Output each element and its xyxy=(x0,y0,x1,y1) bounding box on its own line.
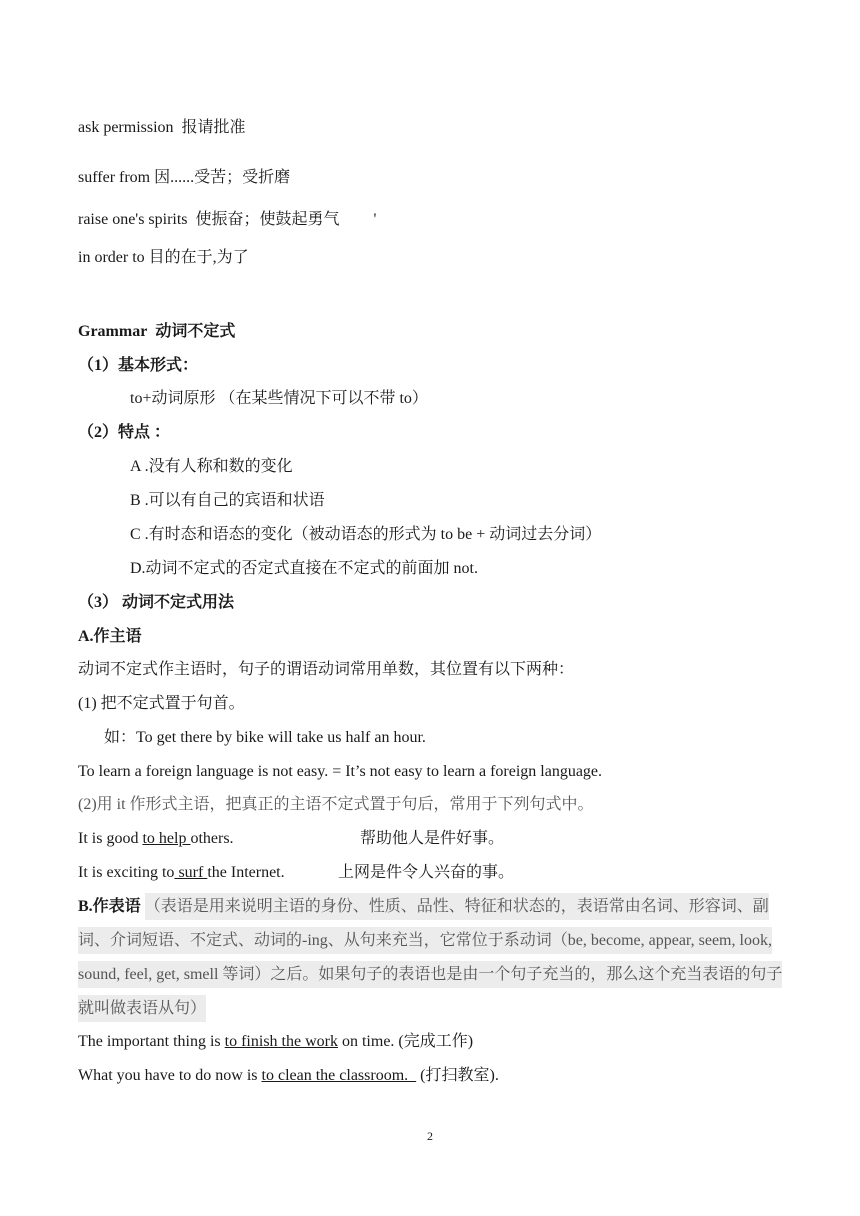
heading-zh: 动词不定式 xyxy=(155,323,236,340)
highlighted-note: （表语是用来说明主语的身份、性质、品性、特征和状态的，表语常由名词、形容词、副词、介词短语、不定式、动词的-ing、从句来充当，它常位于系动词（be, become, appear, seem, look, sound, feel, get, smell 等词）之后。如果句子的表语也是由一个句子充当的，那么这个充当表语的句子就叫做表语从句） xyxy=(78,893,782,1022)
vocab-en: raise one's spirits xyxy=(78,211,188,228)
underlined-phrase: to clean the classroom. xyxy=(261,1067,417,1084)
vocab-zh: 报请批准 xyxy=(181,119,246,136)
feature-item: A .没有人称和数的变化 xyxy=(130,458,293,475)
vocab-en: ask permission xyxy=(78,119,174,136)
vocab-item xyxy=(78,168,290,188)
stray-mark: ' xyxy=(373,211,377,228)
underlined-phrase: to finish the work xyxy=(224,1033,338,1050)
vocab-zh: 因......受苦；受折磨 xyxy=(154,169,291,186)
usage-heading: A.作主语 xyxy=(78,628,142,645)
feature-item: B .可以有自己的宾语和状语 xyxy=(130,492,325,509)
subsection-title: （3） 动词不定式用法 xyxy=(78,594,235,611)
underlined-phrase: to help xyxy=(142,830,191,847)
heading-en: Grammar xyxy=(78,323,148,340)
example-sentence: What you have to do now is to clean the classroom. (打扫教室). xyxy=(78,1067,499,1084)
basic-form: to+动词原形 （在某些情况下可以不带 to） xyxy=(130,390,428,407)
feature-item: D.动词不定式的否定式直接在不定式的前面加 not. xyxy=(130,560,479,577)
subsection-title: （1）基本形式： xyxy=(78,357,199,374)
page-number: 2 xyxy=(427,1129,433,1143)
vocab-item xyxy=(78,210,376,230)
vocab-zh: 使振奋；使鼓起勇气 xyxy=(195,211,340,228)
example-sentence: It is good to help others. xyxy=(78,830,234,847)
example-sentence: 如：To get there by bike will take us half an hour. xyxy=(104,729,426,746)
usage-point: (1) 把不定式置于句首。 xyxy=(78,695,245,712)
example-translation: 帮助他人是件好事。 xyxy=(360,830,505,847)
feature-item: C .有时态和语态的变化（被动语态的形式为 to be + 动词过去分词） xyxy=(130,526,602,543)
section-heading xyxy=(78,322,235,342)
example-sentence: To learn a foreign language is not easy. = It’s not easy to learn a foreign language. xyxy=(78,763,603,780)
vocab-zh: 目的在于,为了 xyxy=(148,249,249,266)
usage-intro: 动词不定式作主语时，句子的谓语动词常用单数，其位置有以下两种： xyxy=(78,661,575,678)
example-sentence: The important thing is to finish the work on time. (完成工作) xyxy=(78,1033,474,1050)
vocab-en: suffer from xyxy=(78,169,151,186)
usage-point: (2)用 it 作形式主语，把真正的主语不定式置于句后，常用于下列句式中。 xyxy=(78,796,594,813)
vocab-item xyxy=(78,248,249,268)
example-sentence: It is exciting to surf the Internet. xyxy=(78,864,285,881)
usage-heading: B.作表语 xyxy=(78,898,141,915)
example-translation: 上网是件令人兴奋的事。 xyxy=(338,864,515,881)
predicative-section xyxy=(78,890,786,1026)
subsection-title: （2）特点 ： xyxy=(78,424,171,441)
underlined-phrase: surf xyxy=(174,864,208,881)
vocab-item xyxy=(78,118,246,138)
vocab-en: in order to xyxy=(78,249,145,266)
